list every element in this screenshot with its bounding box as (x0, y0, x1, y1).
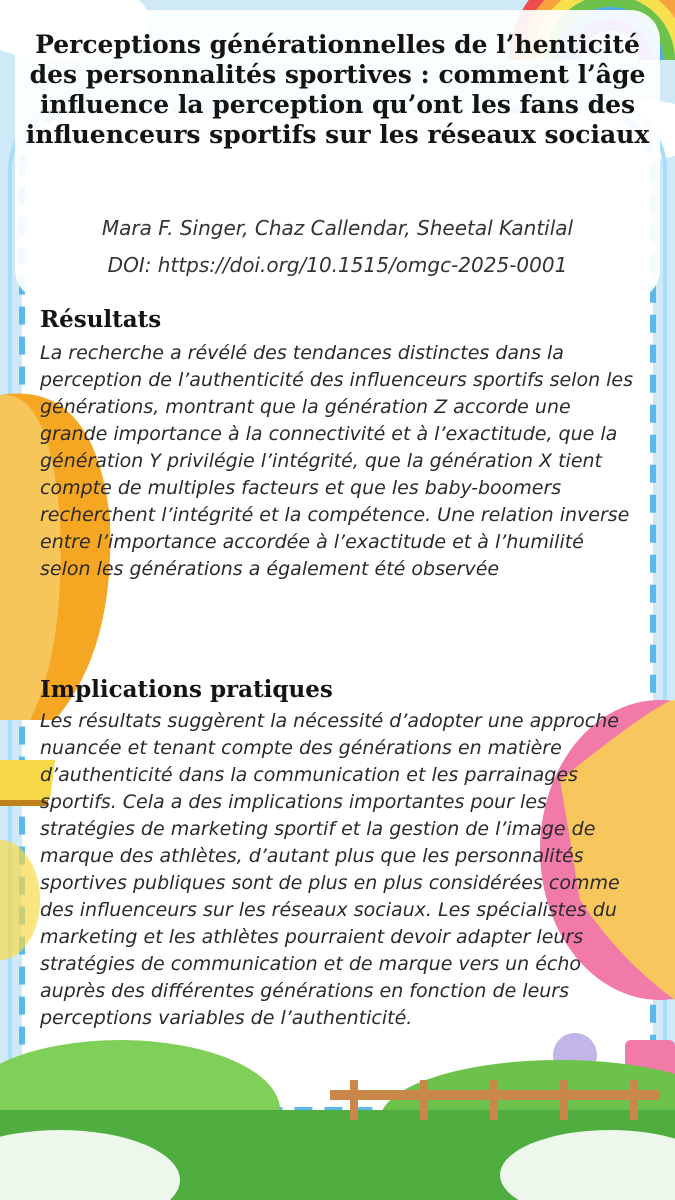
section-heading-results: Résultats (40, 306, 162, 333)
section-body-results: La recherche a révélé des tendances distinctes dans la perception de l’authenticité des influenceurs sportifs selon les générations, montrant que la génération Z accorde une grande importance à la connectivité et à l’exactitude, que la génération Y privilégie l’intégrité, que la génération X tient compte de multiples facteurs et que les baby-boomers recherchent l’intégrité et la compétence. Une relation inverse entre l’importance accordée à l’exactitude et à l’humilité selon les générations a également été observée (40, 342, 634, 580)
doi-link[interactable]: DOI: https://doi.org/10.1515/omgc-2025-0001 (107, 253, 568, 277)
poster-title: Perceptions générationnelles de l’henticité des personnalités sportives : comment l’âge influence la perception qu’ont les fans des influenceurs sportifs sur les réseaux sociaux (25, 30, 650, 149)
section-body-implications: Les résultats suggèrent la nécessité d’adopter une approche nuancée et tenant compte des générations en matière d’authenticité dans la communication et les parrainages sportifs. Cela a des implications importantes pour les stratégies de marketing sportif et la gestion de l’image de marque des athlètes, d’autant plus que les personnalités sportives publiques sont de plus en plus considérées comme des influenceurs sur les réseaux sociaux. Les spécialistes du marketing et les athlètes pourraient devoir adapter leurs stratégies de communication et de marque vers un écho auprès des différentes générations en fonction de leurs perceptions variables de l’authenticité. (40, 710, 620, 1029)
section-heading-implications: Implications pratiques (40, 676, 333, 703)
authors: Mara F. Singer, Chaz Callendar, Sheetal Kantilal (101, 216, 574, 240)
